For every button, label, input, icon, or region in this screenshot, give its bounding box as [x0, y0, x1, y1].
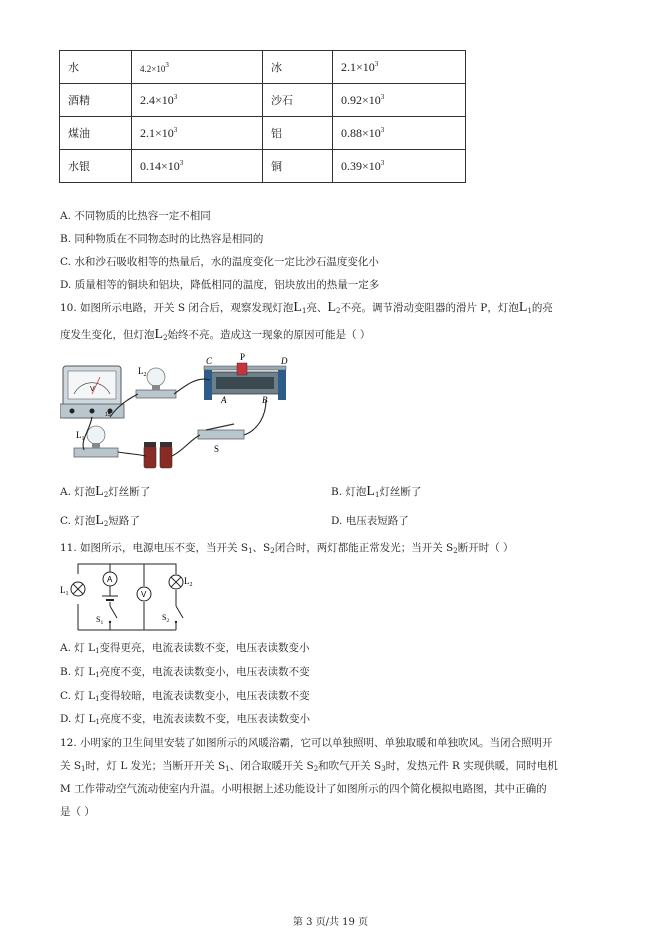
battery-symbol: [102, 596, 118, 600]
table-cell: $4.2\times 10^3$: [132, 51, 263, 84]
switch-s2-symbol: [175, 606, 183, 623]
table-cell: $2.4\times 10^3$: [132, 84, 263, 117]
lamp-l2-label: $L_2$: [138, 366, 147, 378]
q10-stem-line2: 度发生变化，但灯泡$L_2$始终不亮。造成这一现象的原因可能是（ ）: [60, 327, 371, 342]
sliding-rheostat: [204, 363, 286, 400]
switch-s1-symbol: [109, 606, 117, 623]
rheostat-terminal-c: C: [206, 356, 213, 366]
voltmeter-symbol: V: [90, 386, 95, 393]
rheostat-slider-p: P: [240, 352, 246, 362]
table-cell: $0.92\times 10^3$: [333, 84, 466, 117]
q10-option-c: C. 灯泡$L_2$短路了: [60, 513, 140, 528]
q12-stem-line4: 是（ ）: [60, 806, 95, 818]
q11-stem: 11. 如图所示，电源电压不变，当开关 $S_1$、$S_2$闭合时，两灯都能正常发光；当开关 $S_2$断开时（ ）: [60, 542, 514, 555]
q11-option-a: A. 灯 $L_1$变得更亮，电流表读数不变，电压表读数变小: [60, 642, 310, 655]
table-row: [60, 117, 466, 150]
switch-s2-label: $S_2$: [162, 613, 170, 624]
table-cell: 酒精: [60, 84, 132, 117]
switch-s: [198, 424, 244, 439]
table-cell: 水: [60, 51, 132, 84]
switch-s1-label: $S_1$: [96, 615, 104, 626]
q11-option-c: C. 灯 $L_1$变得较暗，电流表读数变小，电压表读数不变: [60, 690, 310, 703]
q12-stem-line1: 12. 小明家的卫生间里安装了如图所示的风暖浴霸，它可以单独照明、单独取暖和单独吹风。当闭合照明开: [60, 737, 553, 749]
q10-option-d: D. 电压表短路了: [331, 515, 409, 527]
q11-circuit-diagram: [58, 560, 198, 635]
lamp-l1-label: $L_1$: [60, 585, 69, 597]
table-cell: $2.1\times 10^3$: [132, 117, 263, 150]
q10-stem-line1: 10. 如图所示电路，开关 S 闭合后，观察发现灯泡$L_1$亮、$L_2$不亮。调节滑动变阻器的滑片 P，灯泡$L_1$的亮: [60, 300, 553, 315]
table-row: [60, 150, 466, 183]
q10-option-b: B. 灯泡$L_1$灯丝断了: [331, 484, 422, 499]
q11-option-b: B. 灯 $L_1$亮度不变，电流表读数变小，电压表读数不变: [60, 666, 310, 679]
table-row: [60, 84, 466, 117]
q9-option-b: B. 同种物质在不同物态时的比热容是相同的: [60, 233, 264, 245]
q9-option-d: D. 质量相等的铜块和铝块，降低相同的温度，铝块放出的热量一定多: [60, 279, 380, 291]
rheostat-terminal-d: D: [281, 356, 288, 366]
table-row: [60, 51, 466, 84]
battery-pack: [144, 442, 172, 468]
specific-heat-table: [59, 50, 466, 183]
table-cell: $0.88\times 10^3$: [333, 117, 466, 150]
switch-s-label: S: [214, 444, 220, 454]
lamp-l2-label: $L_2$: [184, 576, 193, 588]
table-cell: $2.1\times 10^3$: [333, 51, 466, 84]
voltmeter-letter: V: [141, 590, 147, 599]
rheostat-terminal-b: B: [262, 395, 268, 405]
table-cell: 水银: [60, 150, 132, 183]
lamp-l1-symbol: [71, 582, 85, 596]
q9-option-c: C. 水和沙石吸收相等的热量后，水的温度变化一定比沙石温度变化小: [60, 256, 379, 268]
rheostat-terminal-a: A: [221, 395, 227, 405]
q11-option-d: D. 灯 $L_1$亮度不变，电流表读数不变，电压表读数变小: [60, 713, 310, 726]
q12-stem-line2: 关 $S_1$时，灯 L 发光；当断开开关 $S_1$、闭合取暖开关 $S_2$和吹气开关 $S_3$时，发热元件 R 实现供暖，同时电机: [60, 760, 558, 773]
ammeter-letter: A: [107, 575, 113, 584]
table-cell: $0.14\times 10^3$: [132, 150, 263, 183]
q10-option-a: A. 灯泡$L_2$灯丝断了: [60, 484, 151, 499]
table-cell: 铝: [263, 117, 333, 150]
q9-option-a: A. 不同物质的比热容一定不相同: [60, 210, 211, 222]
page-footer: 第 3 页/共 19 页: [292, 917, 369, 928]
table-cell: $0.39\times 10^3$: [333, 150, 466, 183]
table-cell: 冰: [263, 51, 333, 84]
table-cell: 沙石: [263, 84, 333, 117]
voltmeter-scale-label: 15: [105, 412, 111, 418]
lamp-l1-label: $L_1$: [76, 430, 85, 442]
lamp-l2-symbol: [169, 575, 183, 589]
table-cell: 铜: [263, 150, 333, 183]
q12-stem-line3: M 工作带动空气流动使室内升温。小明根据上述功能设计了如图所示的四个简化模拟电路图，其中正确的: [60, 783, 547, 795]
table-cell: 煤油: [60, 117, 132, 150]
q10-circuit-figure: [60, 350, 300, 470]
